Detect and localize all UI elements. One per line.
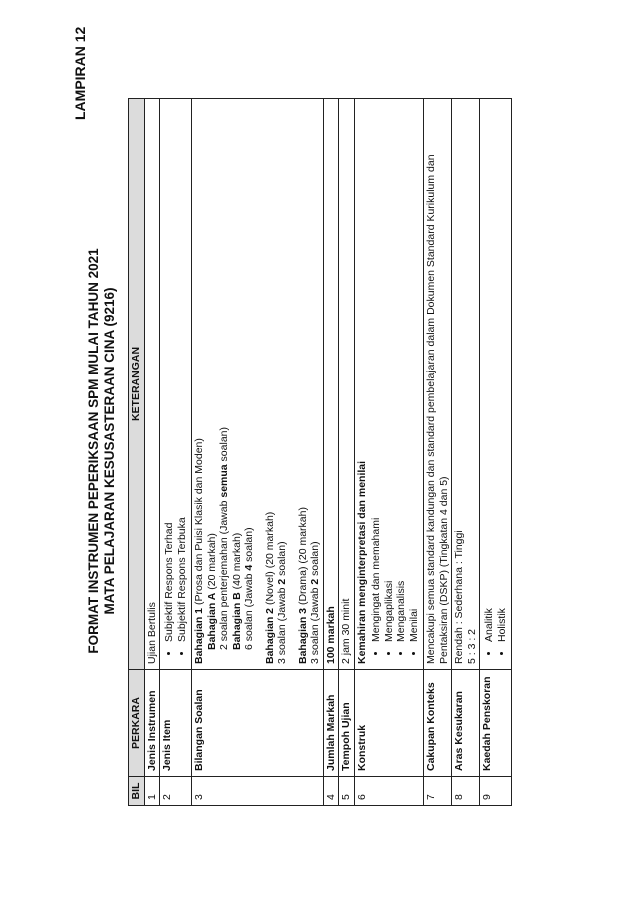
table-row [323, 99, 339, 806]
row-perkara: Tempoh Ujian [339, 670, 355, 777]
part-b-detail: 6 soalan (Jawab 4 soalan) [243, 527, 255, 650]
table-row [354, 99, 424, 806]
row-perkara: Konstruk [354, 670, 424, 777]
row-perkara: Kaedah Penskoran [480, 670, 512, 777]
table-row [424, 99, 452, 806]
table-row [480, 99, 512, 806]
table-row [452, 99, 480, 806]
row-number: 9 [480, 777, 512, 806]
part-a-detail: 2 soalan penterjemahan (Jawab semua soalan) [218, 427, 230, 650]
row-perkara: Jenis Instrumen [144, 670, 160, 777]
section-3-heading: Bahagian 3 (Drama) (20 markah) [296, 507, 309, 664]
list-item: • Mengaplikasi [383, 104, 396, 642]
construct-list [370, 104, 420, 664]
row-perkara: Bilangan Soalan [192, 670, 324, 777]
section-1-heading: Bahagian 1 (Prosa dan Puisi Klasik dan Moden) [193, 438, 205, 664]
row-keterangan [480, 99, 512, 670]
row-keterangan: Ujian Bertulis [144, 99, 160, 670]
header-perkara: PERKARA [129, 670, 145, 777]
section-2-heading: Bahagian 2 (Novel) (20 markah) [263, 511, 276, 664]
format-table [128, 98, 512, 806]
header-bil: BIL [129, 777, 145, 806]
row-keterangan: Mencakupi semua standard kandungan dan standard pembelajaran dalam Dokumen Standard Kurikulum dan Pentaksiran (DSKP) (Tingkatan 4 dan 5) [424, 99, 452, 670]
row-keterangan: 100 markah [323, 99, 339, 670]
title-line-2: MATA PELAJARAN KESUSASTERAAN CINA (9216) [102, 287, 117, 615]
list-item: • Subjektif Respons Terhad [163, 104, 176, 642]
row-number: 7 [424, 777, 452, 806]
row-keterangan [192, 99, 324, 670]
row-number: 5 [339, 777, 355, 806]
part-b-heading: Bahagian B (40 markah) [230, 532, 243, 650]
part-a-heading: Bahagian A (20 markah) [205, 533, 218, 650]
row-number: 6 [354, 777, 424, 806]
row-keterangan: Rendah : Sederhana : Tinggi 5 : 3 : 2 [452, 99, 480, 670]
row-perkara: Jenis Item [160, 670, 192, 777]
list-item: • Subjektif Respons Terbuka [176, 104, 189, 642]
title-block [86, 0, 118, 902]
header-keterangan: KETERANGAN [129, 99, 145, 670]
row-perkara: Cakupan Konteks [424, 670, 452, 777]
row-keterangan [160, 99, 192, 670]
table-row [160, 99, 192, 806]
lampiran-label: LAMPIRAN 12 [72, 26, 88, 120]
header-row [129, 99, 145, 806]
row-perkara: Jumlah Markah [323, 670, 339, 777]
row-keterangan [354, 99, 424, 670]
section-3-detail: 3 soalan (Jawab 2 soalan) [309, 541, 321, 664]
table-row [144, 99, 160, 806]
scoring-list [483, 104, 508, 664]
list-item: • Menilai [408, 104, 421, 642]
table-row [339, 99, 355, 806]
row-keterangan: 2 jam 30 minit [339, 99, 355, 670]
row-number: 4 [323, 777, 339, 806]
table-row [192, 99, 324, 806]
row-perkara: Aras Kesukaran [452, 670, 480, 777]
construct-title: Kemahiran menginterpretasi dan menilai [355, 460, 368, 664]
list-item: • Analitik [483, 104, 496, 642]
row-number: 3 [192, 777, 324, 806]
list-item: • Mengingat dan memahami [370, 104, 383, 642]
list-item: • Holistik [496, 104, 509, 642]
item-type-list [163, 104, 188, 664]
row-number: 2 [160, 777, 192, 806]
row-number: 8 [452, 777, 480, 806]
row-number: 1 [144, 777, 160, 806]
title-line-1: FORMAT INSTRUMEN PEPERIKSAAN SPM MULAI TAHUN 2021 [86, 248, 101, 654]
list-item: • Menganalisis [395, 104, 408, 642]
section-2-detail: 3 soalan (Jawab 2 soalan) [276, 541, 288, 664]
